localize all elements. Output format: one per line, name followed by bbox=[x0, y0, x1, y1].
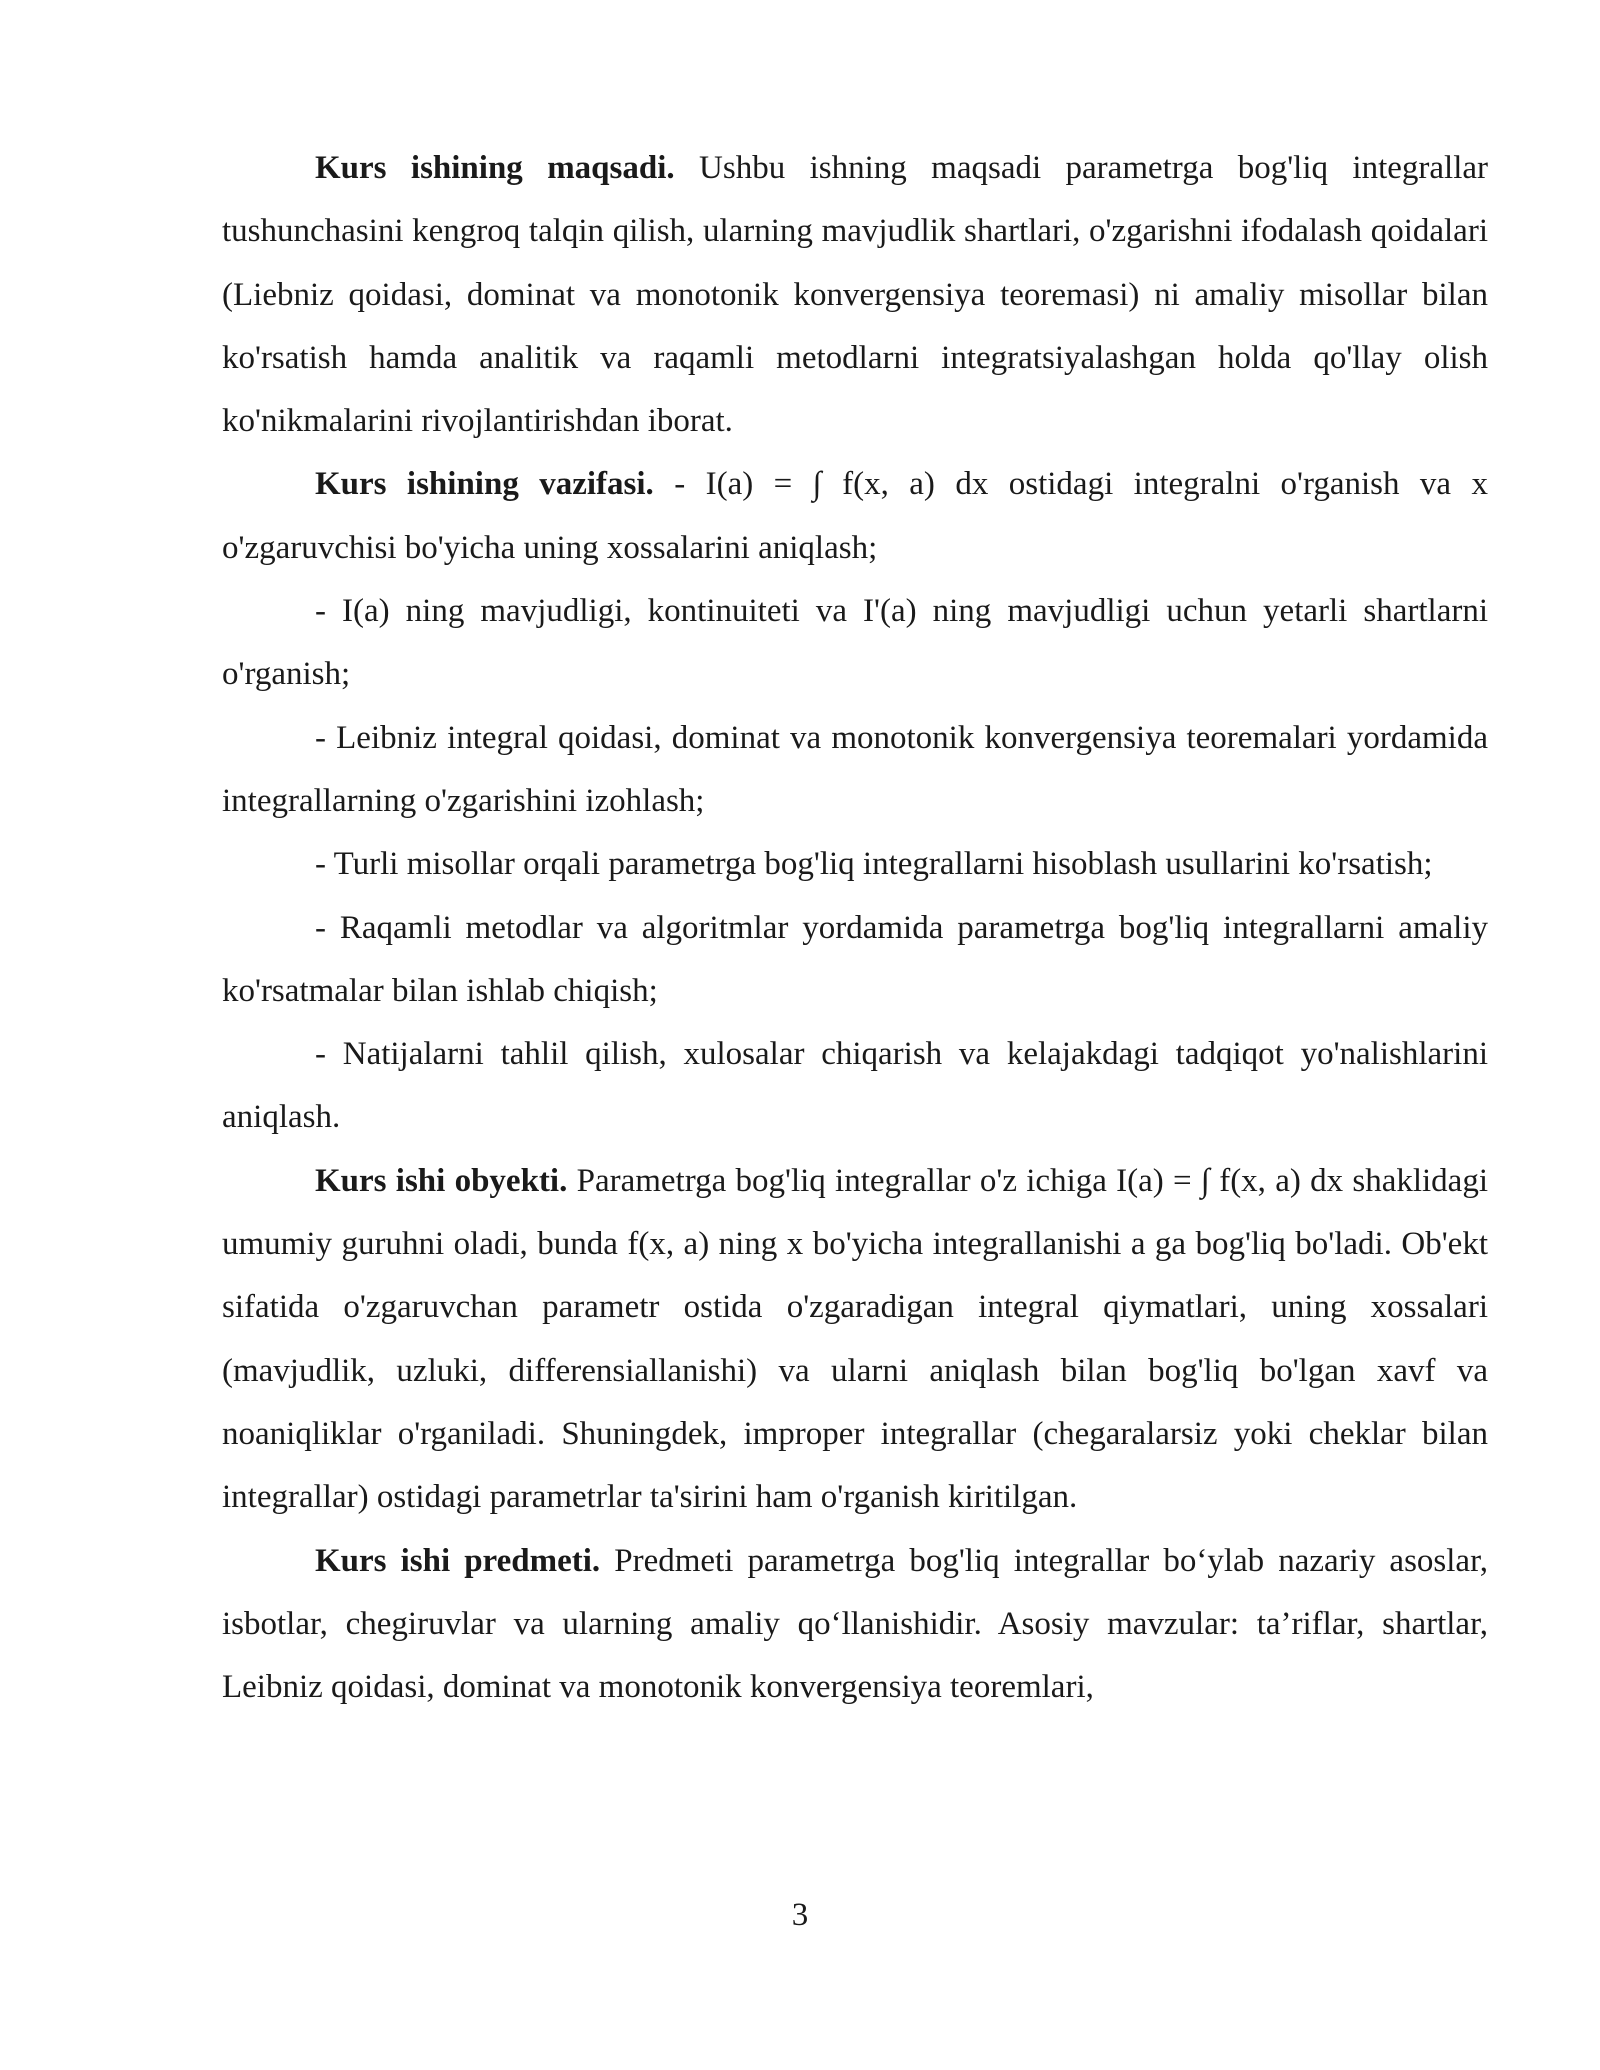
paragraph-maqsadi bbox=[222, 137, 1488, 453]
text-task-3: - Leibniz integral qoidasi, dominat va monotonik konvergensiya teoremalari yordamida integrallarning o'zgarishini izohlash; bbox=[222, 719, 1488, 819]
text-obyekti: Parametrga bog'liq integrallar o'z ichiga I(a) = ∫ f(x, a) dx shaklidagi umumiy guruhni oladi, bunda f(x, a) ning x bo'yicha integrallanishi a ga bog'liq bo'ladi. Ob'ekt sifatida o'zgaruvchan parametr ostida o'zgaradigan integral qiymatlari, uning xossalari (mavjudlik, uzluki, differensiallanishi) va ularni aniqlash bilan bog'liq bo'lgan xavf va noaniqliklar o'rganiladi. Shuningdek, improper integrallar (chegaralarsiz yoki cheklar bilan integrallar) ostidagi parametrlar ta'sirini ham o'rganish kiritilgan. bbox=[222, 1162, 1488, 1516]
heading-predmeti: Kurs ishi predmeti. bbox=[315, 1542, 601, 1579]
heading-obyekti: Kurs ishi obyekti. bbox=[315, 1162, 568, 1199]
text-task-6: - Natijalarni tahlil qilish, xulosalar chiqarish va kelajakdagi tadqiqot yo'nalishlarini aniqlash. bbox=[222, 1036, 1488, 1136]
list-item-task-2 bbox=[222, 580, 1488, 707]
heading-maqsadi: Kurs ishining maqsadi. bbox=[315, 150, 675, 186]
text-maqsadi: Ushbu ishning maqsadi parametrga bog'liq integrallar tushunchasini kengroq talqin qilish, ularning mavjudlik shartlari, o'zgarishni ifodalash qoidalari (Liebniz qoidasi, dominat va monotonik konvergensiya teoremasi) ni amaliy misollar bilan ko'rsatish hamda analitik va raqamli metodlarni integratsiyalashgan holda qo'llay olish ko'nikmalarini rivojlantirishdan iborat. bbox=[222, 150, 1488, 440]
paragraph-vazifasi bbox=[222, 453, 1488, 580]
text-vazifasi: - I(a) = ∫ f(x, a) dx ostidagi integralni o'rganish va x o'zgaruvchisi bo'yicha uning xossalarini aniqlash; bbox=[222, 466, 1488, 566]
list-item-task-6 bbox=[222, 1023, 1488, 1150]
list-item-task-4 bbox=[222, 833, 1488, 896]
list-item-task-5 bbox=[222, 897, 1488, 1024]
paragraph-obyekti bbox=[222, 1150, 1488, 1530]
list-item-task-3 bbox=[222, 707, 1488, 834]
text-task-2: - I(a) ning mavjudligi, kontinuiteti va I'(a) ning mavjudligi uchun yetarli shartlarni o'rganish; bbox=[222, 593, 1488, 693]
text-predmeti: Predmeti parametrga bog'liq integrallar bo‘ylab nazariy asoslar, isbotlar, chegiruvlar va ularning amaliy qo‘llanishidir. Asosiy mavzular: ta’riflar, shartlar, Leibniz qoidasi, dominat va monotonik konvergensiya teoremlari, bbox=[222, 1542, 1488, 1706]
text-task-5: - Raqamli metodlar va algoritmlar yordamida parametrga bog'liq integrallarni amaliy ko'rsatmalar bilan ishlab chiqish; bbox=[222, 909, 1488, 1009]
paragraph-predmeti bbox=[222, 1530, 1488, 1720]
heading-vazifasi: Kurs ishining vazifasi. bbox=[315, 466, 654, 503]
page-body bbox=[222, 137, 1488, 1719]
page-number: 3 bbox=[791, 1897, 809, 1933]
text-task-4: - Turli misollar orqali parametrga bog'liq integrallarni hisoblash usullarini ko'rsatish; bbox=[315, 846, 1433, 883]
